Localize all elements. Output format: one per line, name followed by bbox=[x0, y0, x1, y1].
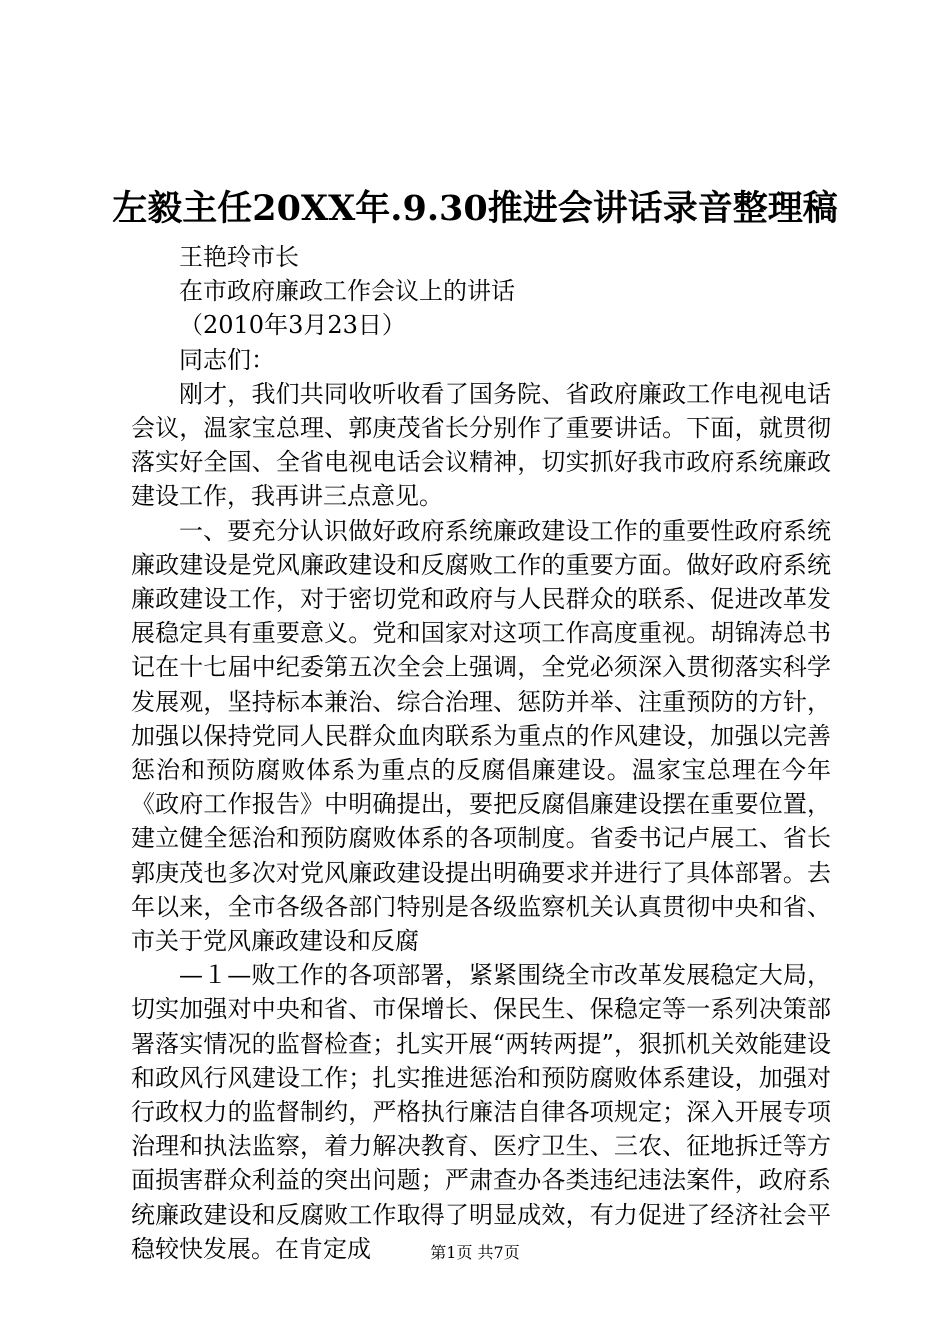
body-paragraph: —１—败工作的各项部署，紧紧围绕全市改革发展稳定大局，切实加强对中央和省、市保增长、保民生、保稳定等一系列决策部署落实情况的监督检查；扎实开展“两转两提”，狠抓机关效能建设和政风行风建设工作；扎实推进惩治和预防腐败体系建设，加强对行政权力的监督制约，严格执行廉洁自律各项规定；深入开展专项治理和执法监察，着力解决教育、医疗卫生、三农、征地拆迁等方面损害群众利益的突出问题；严肃查办各类违纪违法案件，政府系统廉政建设和反腐败工作取得了明显成效，有力促进了经济社会平稳较快发展。在肯定成 bbox=[131, 961, 831, 1263]
document-body bbox=[131, 240, 831, 1266]
speaker-line: 王艳玲市长 bbox=[179, 243, 299, 271]
document-title: 左毅主任20XX年.9.30推进会讲话录音整理稿 bbox=[112, 188, 838, 229]
date-line: （2010年3月23日） bbox=[179, 311, 406, 340]
page-number-footer: 第1页 共7页 bbox=[430, 1243, 520, 1262]
body-paragraph: 一、要充分认识做好政府系统廉政建设工作的重要性政府系统廉政建设是党风廉政建设和反腐败工作的重要方面。做好政府系统廉政建设工作，对于密切党和政府与人民群众的联系、促进改革发展稳定具有重要意义。党和国家对这项工作高度重视。胡锦涛总书记在十七届中纪委第五次全会上强调，全党必须深入贯彻落实科学发展观，坚持标本兼治、综合治理、惩防并举、注重预防的方针，加强以保持党同人民群众血肉联系为重点的作风建设，加强以完善惩治和预防腐败体系为重点的反腐倡廉建设。温家宝总理在今年《政府工作报告》中明确提出，要把反腐倡廉建设摆在重要位置，建立健全惩治和预防腐败体系的各项制度。省委书记卢展工、省长郭庚茂也多次对党风廉政建设提出明确要求并进行了具体部署。去年以来，全市各级各部门特别是各级监察机关认真贯彻中央和省、市关于党风廉政建设和反腐 bbox=[131, 516, 831, 956]
speech-title-line: 在市政府廉政工作会议上的讲话 bbox=[179, 277, 515, 306]
body-paragraph: 刚才，我们共同收听收看了国务院、省政府廉政工作电视电话会议，温家宝总理、郭庚茂省长分别作了重要讲话。下面，就贯彻落实好全国、全省电视电话会议精神，切实抓好我市政府系统廉政建设工作，我再讲三点意见。 bbox=[131, 379, 831, 511]
salutation-line: 同志们： bbox=[179, 345, 275, 374]
